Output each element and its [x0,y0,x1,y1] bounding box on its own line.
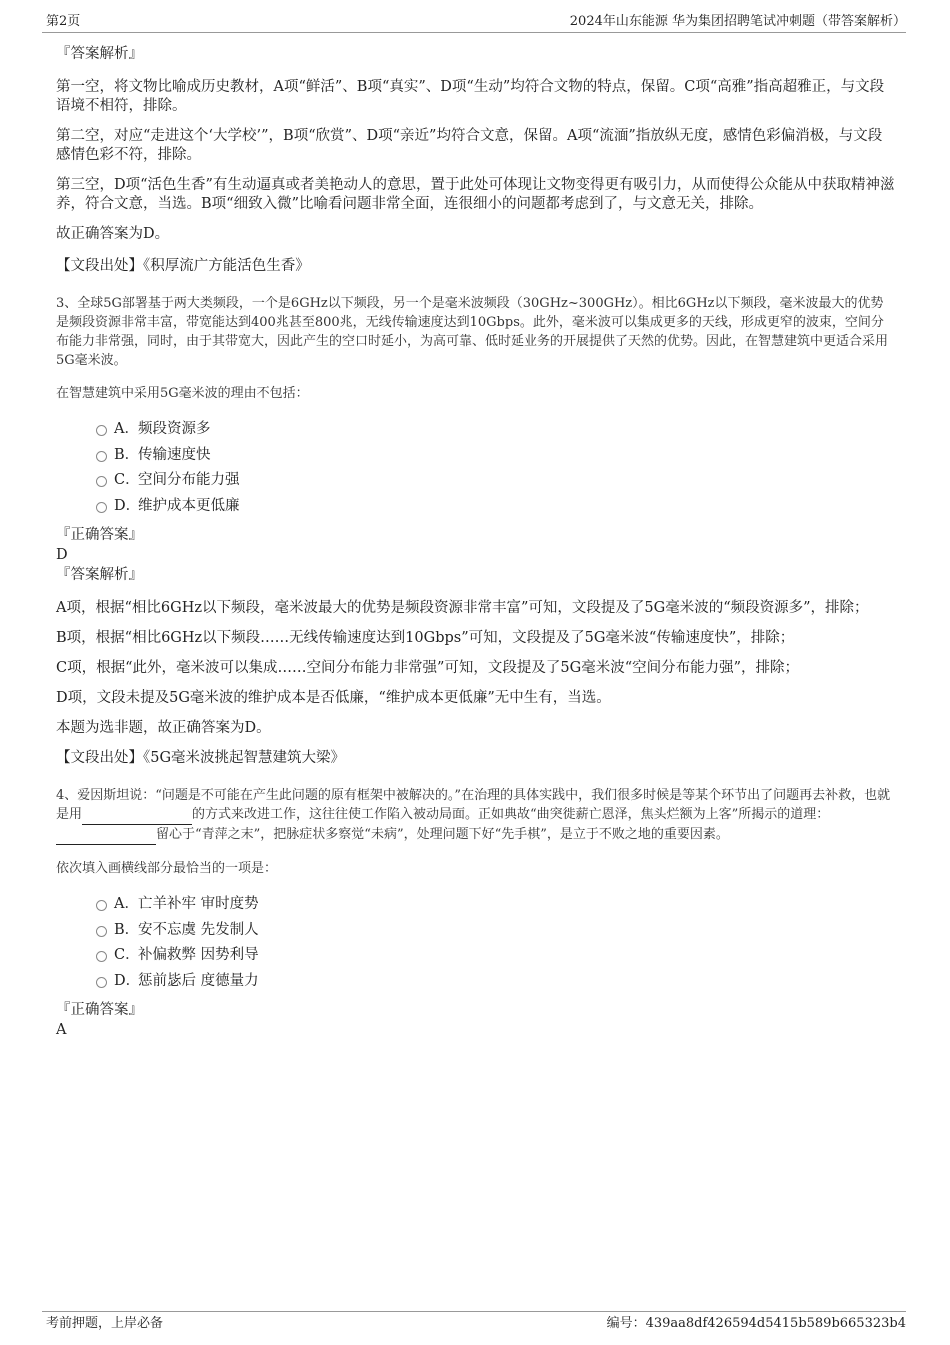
q3-answer-label: 『正确答案』 [56,527,143,543]
footer-serial: 编号：439aa8df426594d5415b589b665323b4 [606,1316,906,1331]
page-content [56,44,896,1040]
q4-answer: A [56,1022,67,1038]
q3-answer: D [56,547,68,563]
radio-icon[interactable] [96,502,107,513]
q4-options [56,892,896,994]
q2-source: 【文段出处】《积厚流广方能活色生香》 [56,258,310,274]
q2-analysis-para-2: 第二空，对应“走进这个‘大学校’”，B项“欣赏”、D项“亲近”均符合文意，保留。A项“流湎”指放纵无度，感情色彩偏消极，与文段感情色彩不符，排除。 [56,128,883,163]
radio-icon[interactable] [96,951,107,962]
q2-analysis-para-1: 第一空，将文物比喻成历史教材，A项“鲜活”、B项“真实”、D项“生动”均符合文物的特点，保留。C项“高雅”指高超雅正，与文段语境不相符，排除。 [56,79,885,114]
q4-option-d[interactable]: D．惩前毖后 度德量力 [96,969,896,995]
page-number: 第2页 [46,14,81,29]
q2-conclusion: 故正确答案为D。 [56,226,170,242]
q3-conclusion: 本题为选非题，故正确答案为D。 [56,720,271,736]
fill-blank-1 [82,805,192,825]
radio-icon[interactable] [96,977,107,988]
radio-icon[interactable] [96,926,107,937]
q2-analysis-para-3: 第三空，D项“活色生香”有生动逼真或者美艳动人的意思，置于此处可体现让文物变得更有吸引力，从而使得公众能从中获取精神滋养，符合文意，当选。B项“细致入微”比喻看问题非常全面，连很细小的问题都考虑到了，与文意无关，排除。 [56,177,895,212]
q3-option-d[interactable]: D．维护成本更低廉 [96,494,896,520]
q3-option-c[interactable]: C．空间分布能力强 [96,468,896,494]
q4-option-b[interactable]: B．安不忘虞 先发制人 [96,918,896,944]
q3-analysis-c: C项，根据“此外，毫米波可以集成……空间分布能力非常强”可知，文段提及了5G毫米波“空间分布能力强”，排除； [56,660,800,676]
q3-source: 【文段出处】《5G毫米波挑起智慧建筑大梁》 [56,750,346,766]
q3-options [56,417,896,519]
q4-answer-label: 『正确答案』 [56,1002,143,1018]
fill-blank-2 [56,825,156,845]
q3-option-a[interactable]: A．频段资源多 [96,417,896,443]
q4-option-a[interactable]: A．亡羊补牢 审时度势 [96,892,896,918]
page-footer [42,1311,906,1335]
q2-analysis-label: 『答案解析』 [56,46,143,62]
radio-icon[interactable] [96,476,107,487]
q4-question: 依次填入画横线部分最恰当的一项是： [56,861,278,876]
q4-stem: 4、爱因斯坦说：“问题是不可能在产生此问题的原有框架中被解决的。”在治理的具体实践中，我们很多时候是等某个环节出了问题再去补救，也就是用 的方式来改进工作，这往往使工作陷入被动局面。正如典故“曲突徙薪亡恩泽，焦头烂额为上客”所揭示的道理： 留心于“青萍之末”，把脉症状多察觉“未病”，处理问题下好“先手棋”，是立于不败之地的重要因素。 [56,786,896,845]
q3-stem: 3、全球5G部署基于两大类频段，一个是6GHz以下频段，另一个是毫米波频段（30GHz~300GHz）。相比6GHz以下频段，毫米波最大的优势是频段资源非常丰富，带宽能达到400兆甚至800兆，无线传输速度达到10Gbps。此外，毫米波可以集成更多的天线，形成更窄的波束，空间分布能力非常强，同时，由于其带宽大，因此产生的空口时延小，为高可靠、低时延业务的开展提供了天然的优势。因此，在智慧建筑中更适合采用5G毫米波。 [56,296,889,368]
radio-icon[interactable] [96,900,107,911]
q3-analysis-a: A项，根据“相比6GHz以下频段，毫米波最大的优势是频段资源非常丰富”可知，文段提及了5G毫米波的“频段资源多”，排除； [56,600,869,616]
q3-analysis-d: D项，文段未提及5G毫米波的维护成本是否低廉，“维护成本更低廉”无中生有，当选。 [56,690,611,706]
document-title: 2024年山东能源 华为集团招聘笔试冲刺题（带答案解析） [569,14,906,29]
footer-slogan: 考前押题，上岸必备 [46,1316,164,1331]
q3-analysis-label: 『答案解析』 [56,567,143,583]
radio-icon[interactable] [96,425,107,436]
radio-icon[interactable] [96,451,107,462]
q3-question: 在智慧建筑中采用5G毫米波的理由不包括： [56,386,309,401]
q4-option-c[interactable]: C．补偏救弊 因势利导 [96,943,896,969]
q3-analysis-b: B项，根据“相比6GHz以下频段……无线传输速度达到10Gbps”可知，文段提及了5G毫米波“传输速度快”，排除； [56,630,795,646]
q3-option-b[interactable]: B．传输速度快 [96,443,896,469]
page-header [42,14,906,33]
